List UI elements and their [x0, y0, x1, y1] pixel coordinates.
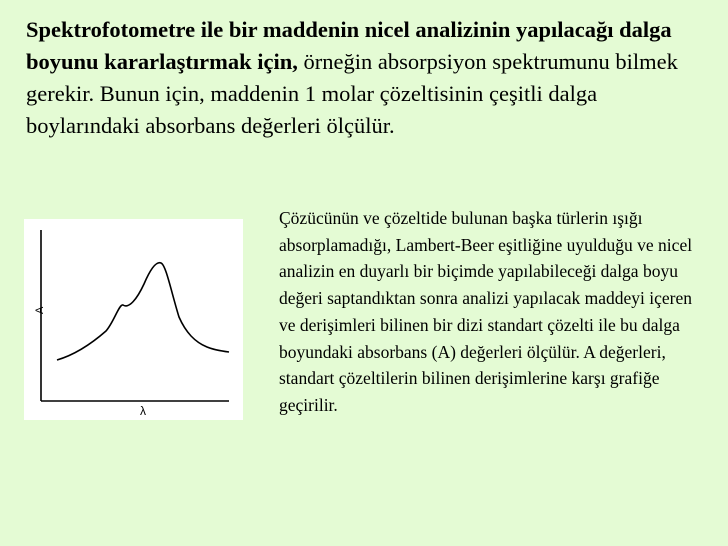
- intro-regular-text: örneğin absorpsiyon spektrumunu bilmek gerekir. Bunun için, maddenin 1 molar çözeltisinin çeşitli dalga boylarındaki absorbans değerleri ölçülür.: [26, 49, 678, 138]
- intro-bold-text: Spektrofotometre ile bir maddenin nicel analizinin yapılacağı dalga boyunu kararlaştırmak için,: [26, 17, 672, 74]
- x-axis-label: λ: [140, 404, 146, 418]
- intro-paragraph: [26, 14, 716, 142]
- absorption-spectrum-figure: [24, 219, 243, 420]
- spectrum-plot: [24, 219, 243, 420]
- body-paragraph: Çözücünün ve çözeltide bulunan başka türlerin ışığı absorplamadığı, Lambert-Beer eşitliğine uyulduğu ve nicel analizin en duyarlı bir biçimde yapılabileceği dalga boyu değeri saptandıktan sonra analizi yapılacak maddeyi içeren ve derişimleri bilinen bir dizi standart çözelti ile bu dalga boyundaki absorbans (A) değerleri ölçülür. A değerleri, standart çözeltilerin bilinen derişimlerine karşı grafiğe geçirilir.: [279, 208, 693, 415]
- spectrum-curve: [57, 263, 229, 360]
- y-axis-label: A: [34, 306, 46, 314]
